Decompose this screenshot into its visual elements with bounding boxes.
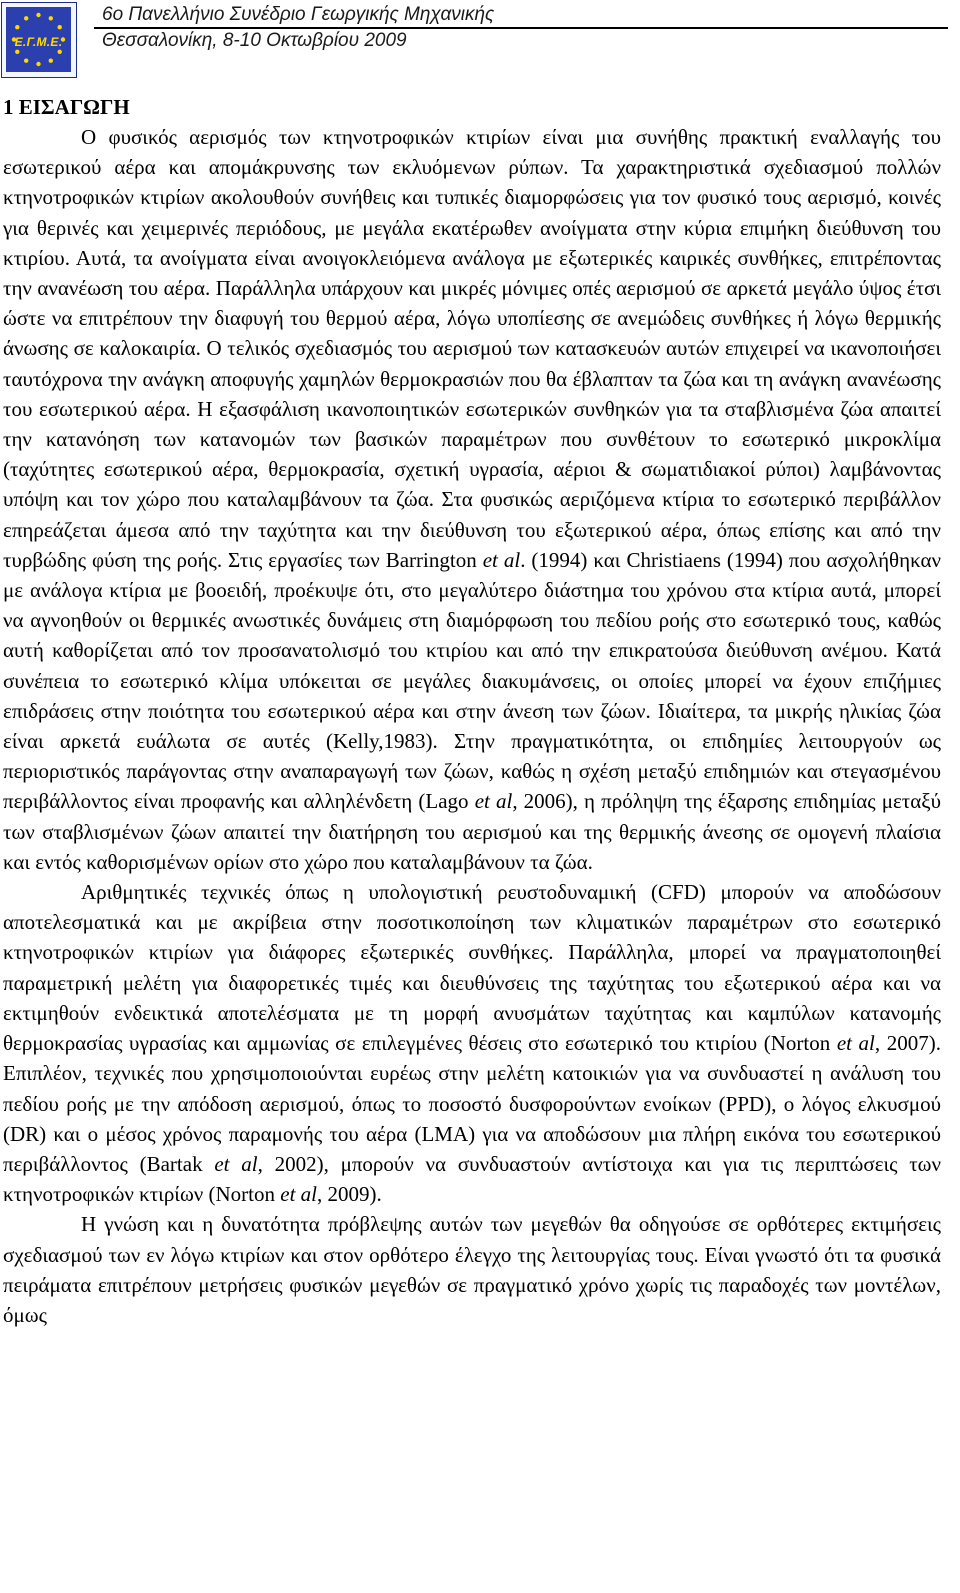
paragraph-3 xyxy=(3,1209,941,1330)
italic-text-run: et al xyxy=(836,1031,875,1056)
italic-text-run: et al xyxy=(280,1182,318,1207)
paragraph-2 xyxy=(3,877,941,1209)
italic-text-run: et al xyxy=(214,1151,258,1176)
conference-title: 6ο Πανελλήνιο Συνέδριο Γεωργικής Μηχανικής xyxy=(102,4,495,25)
logo-emblem xyxy=(6,7,71,72)
paragraph-1 xyxy=(3,122,941,877)
page-content xyxy=(3,92,941,1330)
text-run: Αριθμητικές τεχνικές όπως η υπολογιστική ρευστοδυναμική (CFD) μπορούν να αποδώσουν αποτελεσματικά και με ακρίβεια στην ποσοτικοποίηση των κλιματικών παραμέτρων στο εσωτερικό κτηνοτροφικών κτιρίων για διάφορες εξωτερικές συνθήκες. Παράλληλα, μπορεί να πραγματοποιηθεί παραμετρική μελέτη για διαφορετικές τιμές και διευθύνσεις της ταχύτητας του εξωτερικού αέρα και να εκτιμηθούν ενδεικτικά αποτελέσματα με τη μορφή ανυσμάτων ταχύτητας και καμπύλων κατανομής θερμοκρασίας υγρασίας και αμμωνίας σε επιλεγμένες θέσεις στο εσωτερικό του κτιρίου (Norton xyxy=(3,880,941,1056)
italic-text-run: et al xyxy=(474,789,513,814)
text-run: , 2002), μπορούν να συνδυαστούν αντίστοιχα και για τις περιπτώσεις των κτηνοτροφικών κτιρίων (Norton xyxy=(3,1151,941,1207)
egme-logo xyxy=(1,2,77,78)
logo-text: Ε.Γ.Μ.Ε. xyxy=(14,35,63,49)
italic-text-run: et al xyxy=(482,547,521,572)
text-run: Ο φυσικός αερισμός των κτηνοτροφικών κτιρίων είναι μια συνήθης πρακτική εναλλαγής του εσωτερικού αέρα και απομάκρυνσης των εκλυόμενων ρύπων. Τα χαρακτηριστικά σχεδιασμού πολλών κτηνοτροφικών κτιρίων ακολουθούν συνήθεις και τυπικές διαμορφώσεις για τον φυσικό τους αερισμό, κοινές για θερινές και χειμερινές περιόδους, με μεγάλα εκατέρωθεν ανοίγματα στην κύρια επιμήκη διεύθυνση του κτιρίου. Αυτά, τα ανοίγματα είναι ανοιγοκλειόμενα ανάλογα με εξωτερικές καιρικές συνθήκες, επιτρέποντας την ανανέωση του αέρα. Παράλληλα υπάρχουν και μικρές μόνιμες οπές αερισμού σε αρκετά μεγάλο ύψος έτσι ώστε να επιτρέπουν την διαφυγή του θερμού αέρα, λόγω υποπίεσης σε ανεμώδεις συνθήκες ή λόγω θερμικής άνωσης σε καλοκαιρία. Ο τελικός σχεδιασμός του αερισμού των κατασκευών αυτών επιχειρεί να ικανοποιήσει ταυτόχρονα την ανάγκη αποφυγής χαμηλών θερμοκρασιών που θα έβλαπταν τα ζώα και τη ανάγκη ανανέωσης του εσωτερικού αέρα. Η εξασφάλιση ικανοποιητικών εσωτερικών συνθηκών για τα σταβλισμένα ζώα απαιτεί την κατανόηση των κατανομών των βασικών παραμέτρων που συνθέτουν το εσωτερικό μικροκλίμα (ταχύτητες εσωτερικού αέρα, θερμοκρασία, σχετική υγρασία, αέριοι & σωματιδιακοί ρύποι) λαμβάνοντας υπόψη και τον χώρο που καταλαμβάνουν τα ζώα. Στα φυσικώς αεριζόμενα κτίρια το εσωτερικό περιβάλλον επηρεάζεται άμεσα από την ταχύτητα και την διεύθυνση του εξωτερικού αέρα, όπως επίσης και από την τυρβώδης φύση της ροής. Στις εργασίες των Barrington xyxy=(3,125,941,572)
text-run: , 2009). xyxy=(317,1182,382,1207)
text-run: Η γνώση και η δυνατότητα πρόβλεψης αυτών των μεγεθών θα οδηγούσε σε ορθότερες εκτιμήσεις σχεδιασμού των εν λόγω κτιρίων και στον ορθότερο έλεγχο της λειτουργίας τους. Είναι γνωστό ότι τα φυσικά πειράματα επιτρέπουν μετρήσεις φυσικών μεγεθών σε πραγματικό χρόνο χωρίς τις παραδοχές των μοντέλων, όμως xyxy=(3,1212,941,1327)
section-heading: 1 ΕΙΣΑΓΩΓΗ xyxy=(3,95,130,119)
page-header xyxy=(0,0,960,82)
text-run: , 2006), η πρόληψη της έξαρσης επιδημίας μεταξύ των σταβλισμένων ζώων απαιτεί την διατήρηση του αερισμού και της θερμικής άνεσης σε ομογενή πλαίσια και εντός καθορισμένων ορίων στο χώρο που καταλαμβάνουν τα ζώα. xyxy=(3,789,942,874)
text-run: , 2007). Επιπλέον, τεχνικές που χρησιμοποιούνται ευρέως στην μελέτη κατοικιών για να συνδυαστεί η ανάλυση του πεδίου ροής με την απόδοση αερισμού, όπως το ποσοστό δυσφορούντων ενοίκων (PPD), ο λόγος ελκυσμού (DR) και ο μέσος χρόνος παραμονής του αέρα (LMA) για να αποδώσουν μια πλήρη εικόνα του εσωτερικού περιβάλλοντος (Bartak xyxy=(3,1031,941,1176)
header-divider xyxy=(94,27,948,29)
conference-place-date: Θεσσαλονίκη, 8-10 Οκτωβρίου 2009 xyxy=(102,30,407,51)
text-run: . (1994) και Christiaens (1994) που ασχολήθηκαν με ανάλογα κτίρια με βοοειδή, προέκυψε ότι, στο μεγαλύτερο διάστημα του χρόνου στα κτίρια αυτά, μπορεί να αγνοηθούν οι θερμικές ανωστικές δυνάμεις στη διαμόρφωση του πεδίου ροής στο εσωτερικό τους, καθώς αυτή καθορίζεται από τον προσανατολισμό του κτιρίου και από την επικρατούσα διεύθυνση ανέμου. Κατά συνέπεια το εσωτερικό κλίμα υπόκειται σε μεγάλες διακυμάνσεις, οι οποίες μπορεί να έχουν επιζήμιες επιδράσεις στην ποιότητα του εσωτερικού αέρα και στην άνεση των ζώων. Ιδιαίτερα, τα μικρής ηλικίας ζώα είναι αρκετά ευάλωτα σε αυτές (Kelly,1983). Στην πραγματικότητα, οι επιδημίες λειτουργούν ως περιοριστικός παράγοντας στην αναπαραγωγή των ζώων, καθώς η σχέση μεταξύ επιδημιών και στεγασμένου περιβάλλοντος είναι προφανής και αλληλένδετη (Lago xyxy=(3,547,941,814)
